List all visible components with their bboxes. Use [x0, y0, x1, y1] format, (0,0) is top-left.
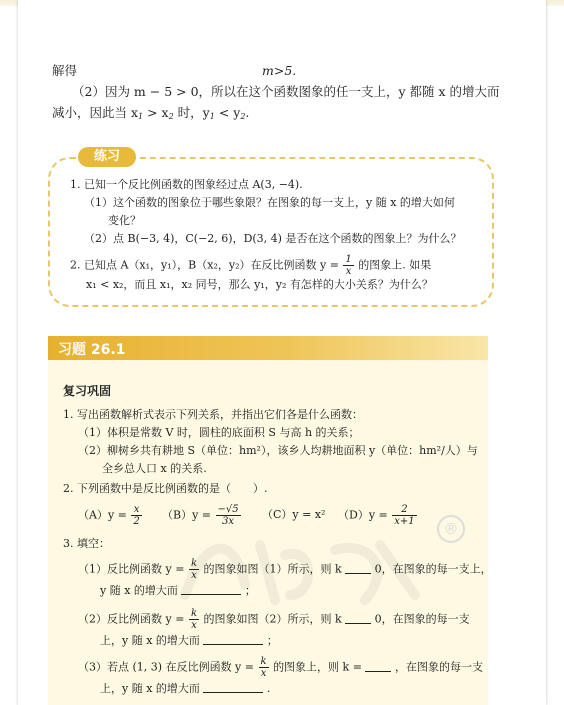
practice-q2-line2: x₁ < x₂，而且 x₁，x₂ 同号，那么 y₁，y₂ 有怎样的大小关系？为什么？ — [86, 278, 433, 291]
exercise-q3-3-line2: 上，y 随 x 的增大而 . — [100, 682, 271, 695]
exercise-q1-2b: 全乡总人口 x 的关系. — [102, 462, 207, 475]
option-b: （B）y = $\frac{-√5}{3x}$ — [162, 504, 239, 527]
practice-q1: 1. 已知一个反比例函数的图象经过点 A(3, −4). — [70, 178, 303, 191]
blank-input[interactable] — [345, 563, 371, 574]
exercise-q3-1-line1: （1）反比例函数 y = $\frac{k}{x}$ 的图象如图（1）所示，则 k 0，在图象的每一支上， — [78, 558, 492, 581]
blank-input[interactable] — [203, 634, 263, 645]
exercise-q1: 1. 写出函数解析式表示下列关系，并指出它们各是什么函数： — [63, 408, 363, 421]
practice-q2-line1: 2. 已知点 A（x₁，y₁），B（x₂，y₂）在反比例函数 y = $\frac{1}{x}$ 的图象上. 如果 — [70, 254, 432, 277]
exercise-q3-1-line2: y 随 x 的增大而 ； — [100, 584, 256, 597]
practice-q1-1a: （1）这个函数的图象位于哪些象限？在图象的每一支上，y 随 x 的增大如何 — [84, 196, 455, 209]
option-d: （D）y = $\frac{2}{x+1}$ — [338, 504, 415, 527]
exercise-q2: 2. 下列函数中是反比例函数的是（ ）. — [63, 482, 268, 495]
registered-mark: ® — [437, 515, 465, 543]
solution-line-3: 减小，因此当 $x_1 > x_2$ 时，$y_1 < y_2$. — [52, 105, 250, 121]
exercise-q3: 3. 填空： — [63, 537, 110, 550]
fraction-one-over-x: $\frac{1}{x}$ — [345, 254, 352, 277]
practice-q1-1b: 变化？ — [108, 214, 141, 227]
blank-input[interactable] — [365, 661, 391, 672]
section-title: 复习巩固 — [63, 384, 112, 398]
solution-line-1: 解得 — [52, 63, 78, 78]
blank-input[interactable] — [203, 682, 263, 693]
practice-tag: 练习 — [78, 147, 136, 167]
exercise-title: 习题 26.1 — [58, 342, 126, 358]
option-c: （C）y = x² — [262, 508, 326, 521]
exercise-q3-2-line2: 上，y 随 x 的增大而 ； — [100, 634, 278, 647]
practice-q1-2: （2）点 B(−3, 4)，C(−2, 6)，D(3, 4) 是否在这个函数的图象上？为什么？ — [84, 232, 462, 245]
blank-input[interactable] — [345, 613, 371, 624]
solution-line-2: （2）因为 m − 5 > 0，所以在这个函数图象的任一支上，y 都随 x 的增大而 — [72, 84, 500, 99]
exercise-q3-2-line1: （2）反比例函数 y = $\frac{k}{x}$ 的图象如图（2）所示，则 k 0，在图象的每一支 — [78, 608, 470, 631]
exercise-q3-3-line1: （3）若点 (1, 3) 在反比例函数 y = $\frac{k}{x}$ 的图象上，则 k = ，在图象的每一支 — [78, 656, 483, 679]
option-a: （A）y = $\frac{x}{2}$ — [78, 504, 140, 527]
solution-result: m>5. — [262, 63, 297, 78]
exercise-q1-1: （1）体积是常数 V 时，圆柱的底面积 S 与高 h 的关系； — [78, 426, 360, 439]
exercise-q1-2a: （2）柳树乡共有耕地 S（单位：hm²），该乡人均耕地面积 y（单位：hm²/人）与 — [78, 444, 478, 457]
blank-input[interactable] — [181, 584, 241, 595]
